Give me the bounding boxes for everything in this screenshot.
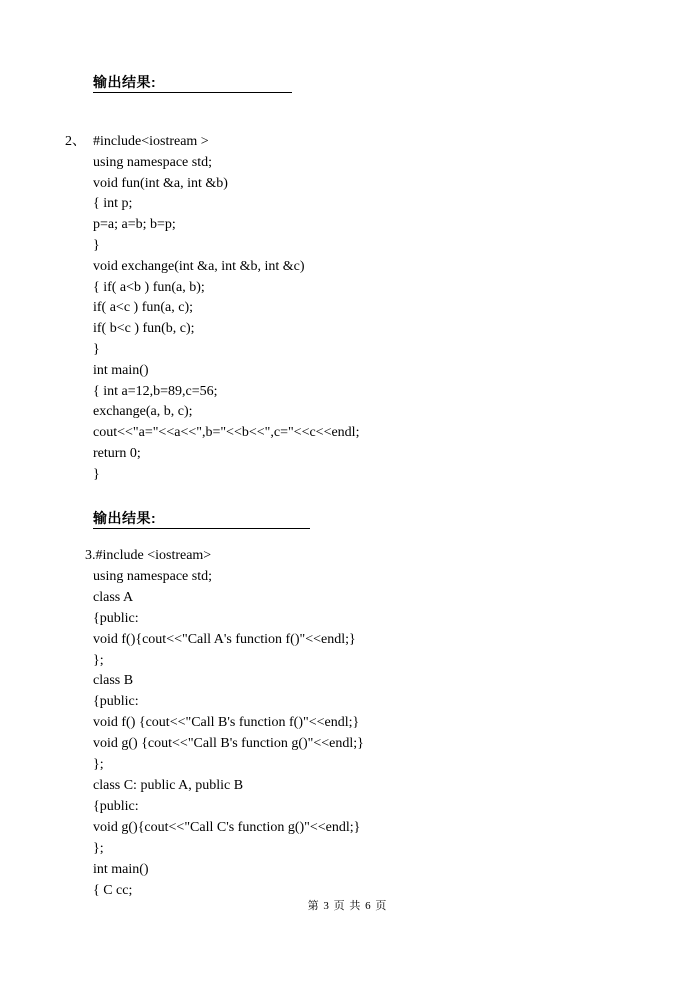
code-line: { if( a<b ) fun(a, b); <box>93 279 205 295</box>
code-line: return 0; <box>93 445 141 461</box>
page-number-footer: 第 3 页 共 6 页 <box>307 900 388 912</box>
code-line: 3.#include <iostream> <box>85 548 212 563</box>
snippet-3-code <box>85 546 364 901</box>
code-line: exchange(a, b, c); <box>93 404 193 420</box>
code-line: void f(){cout<<"Call A's function f()"<<endl;} <box>93 631 356 647</box>
code-line: } <box>93 466 100 482</box>
code-line: class C: public A, public B <box>93 777 244 793</box>
code-line: p=a; a=b; b=p; <box>93 217 176 233</box>
code-line: {public: <box>93 694 139 710</box>
code-line: int main() <box>93 362 149 378</box>
code-line: }; <box>93 840 104 856</box>
output-result-label-2: 输出结果: <box>93 508 310 529</box>
code-line: void fun(int &a, int &b) <box>93 175 228 191</box>
snippet-2-list-number: 2、 <box>65 134 86 149</box>
code-line: void g(){cout<<"Call C's function g()"<<endl;} <box>93 819 361 835</box>
code-line: }; <box>93 652 104 668</box>
code-line: void f() {cout<<"Call B's function f()"<<endl;} <box>93 715 360 731</box>
code-line: int main() <box>93 861 149 877</box>
code-line: }; <box>93 757 104 773</box>
code-line: class B <box>93 673 134 689</box>
code-line: void g() {cout<<"Call B's function g()"<<endl;} <box>93 736 364 752</box>
code-line: class A <box>93 589 134 605</box>
code-line: } <box>93 237 100 253</box>
code-line: #include<iostream > <box>93 134 209 149</box>
code-snippet-3 <box>85 546 364 901</box>
code-line: { int a=12,b=89,c=56; <box>93 383 218 399</box>
code-line: {public: <box>93 610 139 626</box>
code-line: cout<<"a="<<a<<",b="<<b<<",c="<<c<<endl; <box>93 425 360 441</box>
output-result-label-1: 输出结果: <box>93 72 292 93</box>
code-line: {public: <box>93 798 139 814</box>
code-line: if( a<c ) fun(a, c); <box>93 300 194 316</box>
code-line: if( b<c ) fun(b, c); <box>93 321 195 337</box>
code-line: { C cc; <box>93 882 133 898</box>
code-snippet-2 <box>65 132 359 486</box>
code-line: void exchange(int &a, int &b, int &c) <box>93 258 305 274</box>
code-line: using namespace std; <box>93 568 212 584</box>
snippet-2-code <box>65 132 359 486</box>
code-line: { int p; <box>93 196 133 212</box>
code-line: } <box>93 341 100 357</box>
code-line: using namespace std; <box>93 154 212 170</box>
